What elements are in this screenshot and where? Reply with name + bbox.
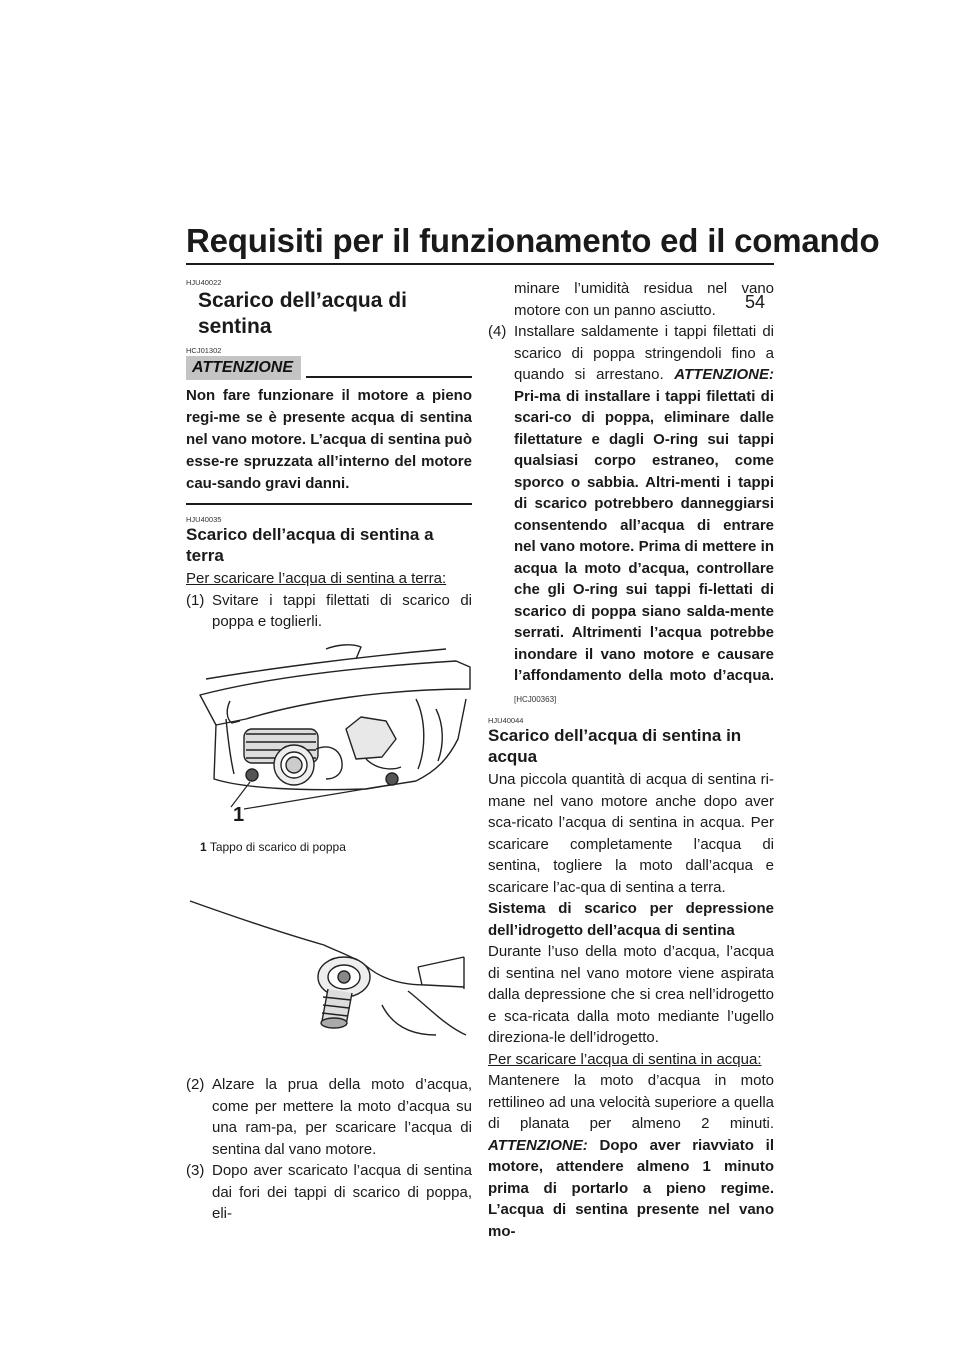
procedure-intro: Per scaricare l’acqua di sentina in acqua:: [488, 1050, 762, 1068]
paragraph: Durante l’uso della moto d’acqua, l’acqua di sentina nel vano motore viene aspirata dalla depressione che si crea nell’idrogetto e sca-ricata dalla moto mediante l’ugello direziona-le dell’idrogetto.: [488, 943, 774, 1046]
step-3-continued: minare l’umidità residua nel vano motore con un panno asciutto.: [514, 280, 774, 319]
step-text: Dopo aver scaricato l’acqua di sentina dai fori dei tappi di scarico di poppa, eli-: [212, 1162, 472, 1222]
reference-code: HJU40035: [186, 515, 222, 524]
caption-text: Tappo di scarico di poppa: [209, 840, 346, 854]
left-column: [186, 278, 472, 1225]
paragraph: [488, 1070, 774, 1242]
header-rule: [186, 263, 774, 265]
drain-plug-detail-illustration: [186, 885, 472, 1060]
caution-label: ATTENZIONE: [186, 356, 301, 380]
paragraph-text: Mantenere la moto d’acqua in moto rettilineo ad una velocità superiore a quella di planata per almeno 2 minuti.: [488, 1072, 774, 1132]
step-3: [186, 1160, 472, 1225]
caution-inline-label: ATTENZIONE:: [488, 1136, 588, 1154]
figure-drain-plug-detail: [186, 885, 472, 1067]
figure-callout: 1: [233, 803, 245, 826]
page-title: Requisiti per il funzionamento ed il comando: [186, 222, 880, 259]
subsection-title: Scarico dell’acqua di sentina a terra: [186, 525, 434, 565]
step-text: Installare saldamente i tappi filettati di scarico di poppa stringendoli fino a quando si arrestano.: [514, 323, 774, 383]
step-4: [488, 321, 774, 710]
right-column: [488, 278, 774, 1242]
figure-caption: [200, 837, 472, 859]
caution-inline-label: ATTENZIONE:: [674, 366, 774, 383]
caution-text: Non fare funzionare il motore a pieno regi-me se è presente acqua di sentina nel vano motore. L’acqua di sentina può esse-re spruzzata all’interno del motore cau-sando gravi danni.: [186, 387, 472, 492]
reference-code: HJU40044: [488, 716, 524, 725]
caution-bottom-rule: [186, 503, 472, 505]
step-2: [186, 1074, 472, 1160]
step-number: (4): [488, 323, 507, 340]
reference-code: HCJ01302: [186, 346, 222, 355]
step-text: Alzare la prua della moto d’acqua, come per mettere la moto d’acqua su una ram-pa, per scaricare l’acqua di sentina dal vano motore.: [212, 1076, 472, 1158]
reference-code: HJU40022: [186, 278, 222, 287]
caption-number: 1: [200, 840, 207, 854]
caution-rule: [306, 376, 472, 378]
caution-inline-text: Dopo aver riavviato il motore, attendere almeno 1 minuto prima di portarlo a pieno regime. L’acqua di sentina presente nel vano mo-: [488, 1136, 774, 1240]
jet-ski-stern-illustration: [186, 639, 472, 829]
caution-inline-text: Pri-ma di installare i tappi filettati di scari-co di poppa, eliminare dalle filettature e dagli O-ring sui tappi qualsiasi corpo estraneo, come sporco o sabbia. Altri-menti i tappi di scarico potrebbero danneggiarsi consentendo all’acqua di entrare nel vano motore. Prima di mettere in acqua la moto d’acqua, controllare che gli O-ring sui tappi fi-lettati di scarico di poppa siano salda-mente serrati. Altrimenti l’acqua potrebbe inondare il vano motore e causare l’affondamento della moto d’acqua.: [514, 387, 774, 684]
procedure-intro: Per scaricare l’acqua di sentina a terra:: [186, 570, 447, 587]
step-number: (3): [186, 1162, 205, 1179]
subsection-title: Scarico dell’acqua di sentina in acqua: [488, 726, 742, 766]
paragraph: Una piccola quantità di acqua di sentina ri-mane nel vano motore anche dopo aver sca-ricato l’acqua di sentina in acqua. Per scaricare completamente l’acqua di sentina, togliere la moto dall’acqua e scaricare l’ac-qua di sentina a terra.: [488, 771, 774, 896]
step-number: (2): [186, 1076, 205, 1093]
caution-header: [186, 356, 472, 380]
reference-code: [HCJ00363]: [514, 694, 557, 704]
page-number: 54: [745, 292, 766, 312]
step-text: Svitare i tappi filettati di scarico di poppa e toglierli.: [212, 591, 472, 630]
figure-drain-plugs: [186, 639, 472, 859]
step-number: (1): [186, 591, 205, 609]
subheading: Sistema di scarico per depressione dell’idrogetto dell’acqua di sentina: [488, 900, 774, 939]
step-1: [186, 590, 472, 633]
section-title: Scarico dell’acqua di sentina: [198, 289, 407, 338]
